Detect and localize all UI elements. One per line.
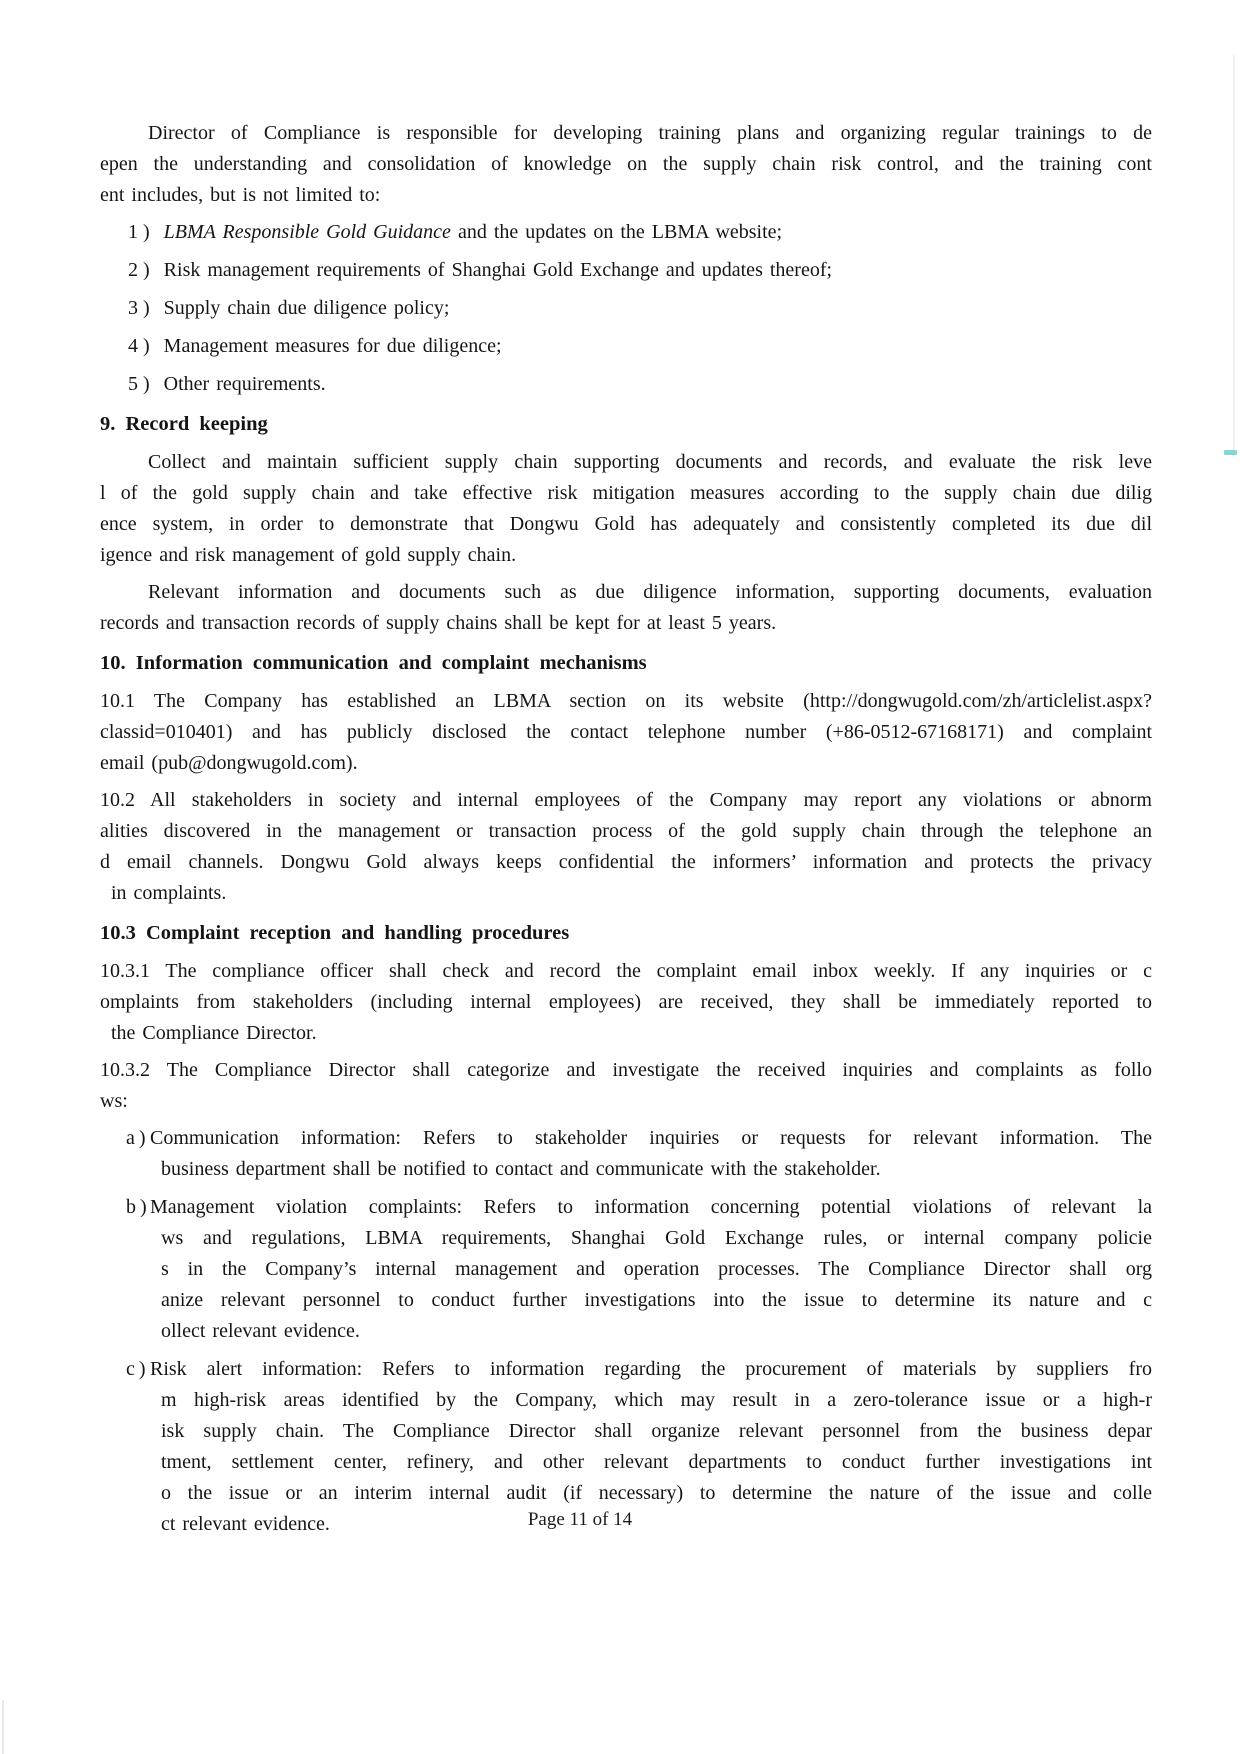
paragraph [100, 1055, 1152, 1117]
list-item-marker: 3) [128, 297, 155, 319]
paragraph-line: omplaints from stakeholders (including internal employees) are received, they shall be immediately reported to [100, 991, 1152, 1013]
paragraph-line: d email channels. Dongwu Gold always keeps confidential the informers’ information and protects the privacy [100, 851, 1152, 873]
scan-artifact-left-edge [2, 1700, 4, 1754]
scan-artifact-cyan-mark [1224, 450, 1237, 455]
paragraph-line: igence and risk management of gold supply chain. [100, 544, 517, 566]
numbered-list-item [100, 293, 1152, 324]
paragraph [100, 447, 1152, 571]
paragraph-line: epen the understanding and consolidation of knowledge on the supply chain risk control, and the training cont [100, 153, 1152, 175]
paragraph-line: 10.3.1 The compliance officer shall check and record the complaint email inbox weekly. If any inquiries or c [100, 960, 1152, 982]
list-item-line: isk supply chain. The Compliance Director shall organize relevant personnel from the business depar [161, 1420, 1152, 1442]
lettered-list-item [100, 1192, 1152, 1347]
list-item-line: tment, settlement center, refinery, and other relevant departments to conduct further investigations int [161, 1451, 1152, 1473]
list-item-line: Risk alert information: Refers to information regarding the procurement of materials by suppliers fro [150, 1358, 1152, 1380]
paragraph-line: ence system, in order to demonstrate that Dongwu Gold has adequately and consistently completed its due dil [100, 513, 1152, 535]
list-item-line: Management violation complaints: Refers to information concerning potential violations of relevant la [150, 1196, 1152, 1218]
paragraph-line: records and transaction records of supply chains shall be kept for at least 5 years. [100, 612, 777, 634]
paragraph-line: ent includes, but is not limited to: [100, 184, 381, 206]
numbered-list-item [100, 255, 1152, 286]
list-item-marker: 4) [128, 335, 155, 357]
paragraph-line: in complaints. [111, 882, 227, 904]
list-item-marker: 2) [128, 259, 155, 281]
numbered-list-item [100, 217, 1152, 248]
paragraph-line: Collect and maintain sufficient supply chain supporting documents and records, and evaluate the risk leve [148, 451, 1152, 473]
list-item-marker: c) [126, 1358, 150, 1380]
list-item-line: ct relevant evidence. [161, 1513, 330, 1535]
list-item-text: Risk management requirements of Shanghai Gold Exchange and updates thereof; [163, 259, 833, 281]
paragraph [100, 686, 1152, 779]
paragraph [100, 956, 1152, 1049]
list-item-marker: 5) [128, 373, 155, 395]
paragraph-line: email (pub@dongwugold.com). [100, 752, 358, 774]
list-item-line: Communication information: Refers to stakeholder inquiries or requests for relevant information. The [150, 1127, 1152, 1149]
list-item-text: Other requirements. [163, 373, 326, 395]
lettered-list-item [100, 1123, 1152, 1185]
list-item-marker: b) [126, 1196, 151, 1218]
paragraph [100, 577, 1152, 639]
list-item-text: Supply chain due diligence policy; [163, 297, 450, 319]
paragraph-line: Director of Compliance is responsible for developing training plans and organizing regular trainings to de [148, 122, 1152, 144]
section-heading-complaint-procedures: 10.3 Complaint reception and handling procedures [100, 922, 570, 944]
list-item-text: and the updates on the LBMA website; [450, 221, 783, 243]
paragraph-line: the Compliance Director. [111, 1022, 317, 1044]
paragraph-line: l of the gold supply chain and take effective risk mitigation measures according to the supply chain due dilig [100, 482, 1152, 504]
paragraph-line: 10.2 All stakeholders in society and internal employees of the Company may report any violations or abnorm [100, 789, 1152, 811]
section-heading-information-communication: 10. Information communication and complaint mechanisms [100, 652, 647, 674]
scan-artifact-right-edge [1233, 55, 1235, 457]
list-item-line: business department shall be notified to contact and communicate with the stakeholder. [161, 1158, 881, 1180]
paragraph [100, 118, 1152, 211]
numbered-list-item [100, 331, 1152, 362]
list-item-line: m high-risk areas identified by the Company, which may result in a zero-tolerance issue or a high-r [161, 1389, 1152, 1411]
numbered-list-item [100, 369, 1152, 400]
paragraph-line: 10.1 The Company has established an LBMA section on its website (http://dongwugold.com/zh/articlelist.aspx? [100, 690, 1152, 712]
list-item-line: ws and regulations, LBMA requirements, Shanghai Gold Exchange rules, or internal company policie [161, 1227, 1152, 1249]
page-number: Page 11 of 14 [527, 1509, 633, 1530]
paragraph [100, 785, 1152, 909]
list-item-line: ollect relevant evidence. [161, 1320, 360, 1342]
paragraph-line: alities discovered in the management or transaction process of the gold supply chain through the telephone an [100, 820, 1152, 842]
paragraph-line: classid=010401) and has publicly disclosed the contact telephone number (+86-0512-67168171) and complaint [100, 721, 1152, 743]
paragraph-line: 10.3.2 The Compliance Director shall categorize and investigate the received inquiries and complaints as follo [100, 1059, 1152, 1081]
section-heading-record-keeping: 9. Record keeping [100, 413, 268, 435]
list-item-line: o the issue or an interim internal audit (if necessary) to determine the nature of the issue and colle [161, 1482, 1152, 1504]
italic-document-title: LBMA Responsible Gold Guidance [163, 221, 451, 243]
paragraph-line: ws: [100, 1090, 128, 1112]
list-item-marker: a) [126, 1127, 150, 1149]
list-item-marker: 1) [128, 221, 155, 243]
list-item-line: s in the Company’s internal management and operation processes. The Compliance Director shall org [161, 1258, 1152, 1280]
paragraph-line: Relevant information and documents such as due diligence information, supporting documents, evaluation [148, 581, 1152, 603]
list-item-line: anize relevant personnel to conduct further investigations into the issue to determine its nature and c [161, 1289, 1152, 1311]
list-item-text: Management measures for due diligence; [163, 335, 502, 357]
page-footer [0, 1506, 1160, 1534]
